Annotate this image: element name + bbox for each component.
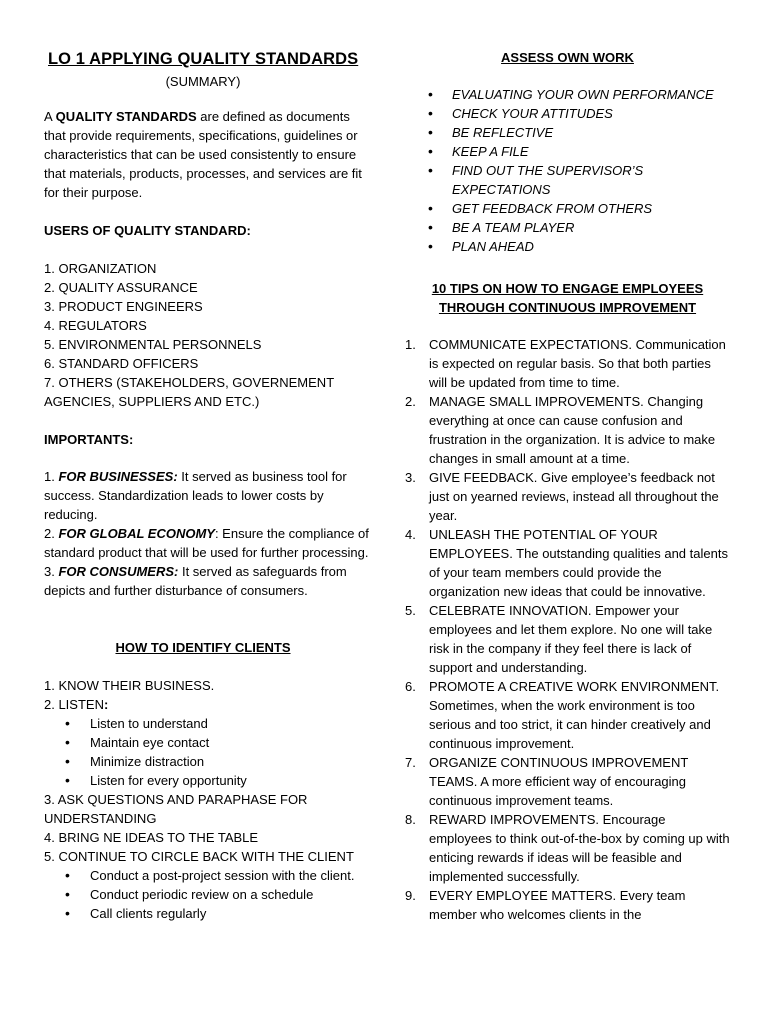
list-item: • KEEP A FILE (405, 142, 730, 161)
list-item: • PLAN AHEAD (405, 237, 730, 256)
list-item: • Minimize distraction (44, 752, 374, 771)
list-item: 2. FOR GLOBAL ECONOMY: Ensure the compliance of standard product that will be used for further processing. (44, 526, 369, 560)
list-item: 4. BRING NE IDEAS TO THE TABLE (44, 830, 259, 845)
list-item: 6. PROMOTE A CREATIVE WORK ENVIRONMENT. Sometimes, when the work environment is too serious and too strict, it can hinder creatively and continuous improvement. (405, 679, 720, 751)
list-item: 3. GIVE FEEDBACK. Give employee’s feedback not just on yearned reviews, instead all throughout the year. (405, 470, 719, 523)
list-item: • Conduct a post-project session with the client. (44, 866, 374, 885)
list-item: 7. ORGANIZE CONTINUOUS IMPROVEMENT TEAMS. A more efficient way of encouraging continuous improvement teams. (405, 755, 689, 808)
list-item: • Listen for every opportunity (44, 771, 374, 790)
list-item: • EVALUATING YOUR OWN PERFORMANCE (405, 85, 730, 104)
list-item: 4. UNLEASH THE POTENTIAL OF YOUR EMPLOYEES. The outstanding qualities and talents of your team members could provide the organization new ideas that could be innovative. (405, 527, 728, 599)
summary-label: (SUMMARY) (165, 74, 241, 89)
list-item: • Maintain eye contact (44, 733, 374, 752)
list-item: 3. FOR CONSUMERS: It served as safeguards from depicts and further disturbance of consumers. (44, 564, 347, 598)
list-item: 3. PRODUCT ENGINEERS (44, 299, 203, 314)
list-item: • BE A TEAM PLAYER (405, 218, 730, 237)
list-item: • Conduct periodic review on a schedule (44, 885, 374, 904)
list-item: 8. REWARD IMPROVEMENTS. Encourage employees to think out-of-the-box by coming up with enticing rewards if ideas will be feasible and implemented successfully. (405, 812, 730, 884)
list-item: 2. LISTEN: (44, 697, 109, 712)
assess-list (405, 85, 730, 256)
list-item: 3. ASK QUESTIONS AND PARAPHASE FOR UNDERSTANDING (44, 792, 308, 826)
list-item: • FIND OUT THE SUPERVISOR’S EXPECTATIONS (405, 161, 662, 199)
tips-list (405, 335, 730, 924)
importants-heading: IMPORTANTS: (44, 432, 134, 447)
clients-heading: HOW TO IDENTIFY CLIENTS (115, 640, 291, 655)
list-item: 7. OTHERS (STAKEHOLDERS, GOVERNEMENT AGENCIES, SUPPLIERS AND ETC.) (44, 375, 334, 409)
list-item: 2. MANAGE SMALL IMPROVEMENTS. Changing everything at once can cause confusion and frustration in the organization. It is advice to make changes in small amount at a time. (405, 394, 716, 466)
list-item: 5. CELEBRATE INNOVATION. Empower your employees and let them explore. No one will take risk in the company if they feel there is lack of support and understanding. (405, 603, 713, 675)
list-item: 4. REGULATORS (44, 318, 147, 333)
clients-list (44, 676, 374, 923)
list-item: 1. KNOW THEIR BUSINESS. (44, 678, 215, 693)
list-item: 1. COMMUNICATE EXPECTATIONS. Communication is expected on regular basis. So that both parties will be updated from time to time. (405, 337, 726, 390)
list-item: 5. CONTINUE TO CIRCLE BACK WITH THE CLIENT (44, 849, 354, 864)
users-list (44, 259, 374, 411)
definition-paragraph: A QUALITY STANDARDS are defined as documents that provide requirements, specifications, guidelines or characteristics that can be used consistently to ensure that materials, products, processes, and services are fit for their purpose. (44, 109, 362, 200)
users-heading: USERS OF QUALITY STANDARD: (44, 223, 251, 238)
list-item: 1. FOR BUSINESSES: It served as business tool for success. Standardization leads to lower costs by reducing. (44, 469, 347, 522)
list-item: 5. ENVIRONMENTAL PERSONNELS (44, 337, 262, 352)
tips-heading: 10 TIPS ON HOW TO ENGAGE EMPLOYEES THROUGH CONTINUOUS IMPROVEMENT (431, 281, 704, 315)
definition-term: QUALITY STANDARDS (55, 109, 197, 124)
list-item: 6. STANDARD OFFICERS (44, 356, 199, 371)
list-item: • Call clients regularly (44, 904, 374, 923)
list-item: • CHECK YOUR ATTITUDES (405, 104, 730, 123)
assess-heading: ASSESS OWN WORK (501, 50, 634, 65)
list-item: • BE REFLECTIVE (405, 123, 730, 142)
list-item: 2. QUALITY ASSURANCE (44, 280, 198, 295)
list-item: • Listen to understand (44, 714, 374, 733)
list-item: • GET FEEDBACK FROM OTHERS (405, 199, 730, 218)
list-item: 1. ORGANIZATION (44, 261, 157, 276)
list-item: 9. EVERY EMPLOYEE MATTERS. Every team member who welcomes clients in the (405, 888, 686, 922)
importants-list (44, 467, 374, 600)
page-title: LO 1 APPLYING QUALITY STANDARDS (48, 50, 359, 68)
